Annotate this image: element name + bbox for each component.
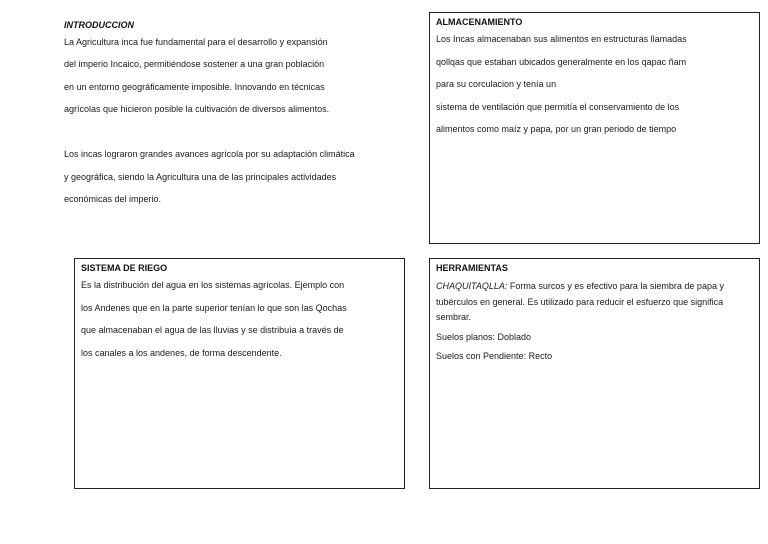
storage-box: [429, 12, 760, 244]
intro-line: Los incas lograron grandes avances agrícola por su adaptación climática: [64, 149, 355, 159]
tools-description: Forma surcos y es efectivo para la siembra de papa y tubérculos en general. Es utilizado para reducir el esfuerzo que significa sembrar.: [436, 281, 724, 322]
tools-flat-soils: Suelos planos: Doblado: [436, 331, 532, 342]
tools-term: CHAQUITAQLLA:: [436, 281, 508, 291]
irrigation-line: los canales a los andenes, de forma descendente.: [81, 347, 282, 358]
intro-heading: INTRODUCCION: [64, 20, 134, 30]
storage-line: Los Incas almacenaban sus alimentos en estructuras llamadas: [436, 34, 687, 44]
intro-line: y geográfica, siendo la Agricultura una de las principales actividades: [64, 171, 337, 182]
storage-line: sistema de ventilación que permitía el conservamiento de los: [436, 101, 680, 112]
irrigation-line: Es la distribución del agua en los sistemas agrícolas. Ejemplo con: [81, 280, 345, 290]
intro-line: en un entorno geográficamente imposible. Innovando en técnicas: [64, 81, 325, 92]
storage-body: [436, 28, 753, 141]
irrigation-line: que almacenaban el agua de las lluvias y se distribuía a través de: [81, 325, 344, 335]
tools-slope-soils: Suelos con Pendiente: Recto: [436, 350, 553, 361]
irrigation-line: los Andenes que en la parte superior tenían lo que son las Qochas: [81, 302, 347, 313]
intro-line: [64, 121, 414, 144]
intro-line: La Agricultura inca fue fundamental para el desarrollo y expansión: [64, 36, 328, 47]
storage-heading: ALMACENAMIENTO: [436, 17, 523, 27]
tools-box: [429, 258, 760, 489]
irrigation-box: [74, 258, 405, 489]
tools-heading: HERRAMIENTAS: [436, 263, 508, 273]
storage-line: qollqas que estaban ubicados generalmente en los qapac ñam: [436, 56, 687, 67]
intro-line: económicas del imperio.: [64, 194, 162, 204]
intro-body: [64, 31, 414, 211]
intro-section: [64, 19, 414, 211]
intro-line: del imperio Incaico, permitiéndose sostener a una gran población: [64, 59, 325, 69]
storage-line: alimentos como maíz y papa, por un gran periodo de tiempo: [436, 124, 677, 134]
tools-chaquitaqlla: [436, 279, 753, 326]
irrigation-heading: SISTEMA DE RIEGO: [81, 263, 168, 273]
storage-line: para su corculacion y tenía un: [436, 79, 557, 89]
irrigation-body: [81, 274, 398, 364]
intro-line: agrícolas que hicieron posible la cultivación de diversos alimentos.: [64, 104, 330, 114]
